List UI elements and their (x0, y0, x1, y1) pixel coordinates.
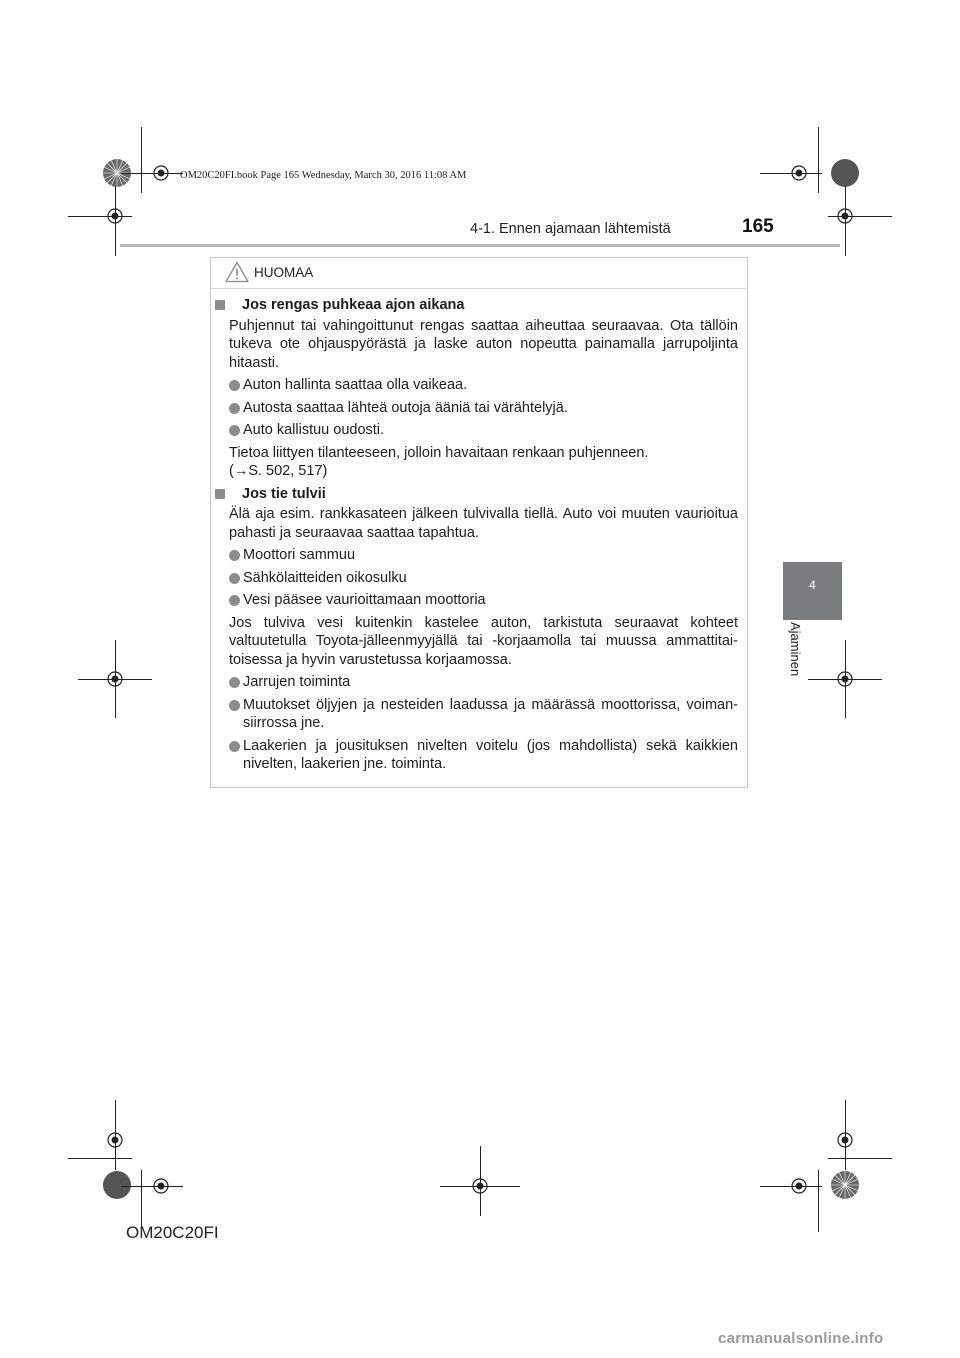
circle-bullet-icon (229, 425, 240, 436)
circle-bullet-icon (229, 700, 240, 711)
chapter-label (783, 622, 805, 712)
chapter-tab: 4 (783, 562, 842, 620)
section-heading: Jos rengas puhkeaa ajon aikana (211, 296, 747, 315)
square-bullet-icon (215, 300, 225, 310)
paragraph: Jos tulviva vesi kuitenkin kastelee auton, tarkistuta seuraavat kohteet valtuutetulla Toyota-jälleenmyyjällä tai -korjaamolla tai muussa ammattitaitoisessa ja hyvin varustetussa korjaamossa. (229, 614, 738, 668)
registration-starburst-icon (830, 1170, 860, 1200)
watermark: carmanualsonline.info (718, 1330, 884, 1347)
section-title: 4-1. Ennen ajamaan lähtemistä (470, 221, 671, 237)
circle-bullet-icon (229, 403, 240, 414)
notice-content (211, 296, 747, 778)
list-item: Muutokset öljyjen ja nesteiden laadussa ja määrässä moottorissa, voimansiirrossa jne. (211, 696, 747, 733)
list-item: Vesi pääsee vaurioittamaan moottoria (211, 591, 747, 610)
circle-bullet-icon (229, 595, 240, 606)
circle-bullet-icon (229, 741, 240, 752)
header-rule (120, 244, 840, 247)
chapter-label-text: Ajaminen (788, 622, 803, 677)
section-heading: Jos tie tulvii (211, 485, 747, 504)
list-item: Auton hallinta saattaa olla vaikeaa. (211, 376, 747, 395)
book-info: OM20C20FI.book Page 165 Wednesday, March 30, 2016 11:08 AM (180, 170, 467, 181)
warning-triangle-icon (225, 261, 249, 283)
circle-bullet-icon (229, 573, 240, 584)
list-item: Sähkölaitteiden oikosulku (211, 569, 747, 588)
list-item: Auto kallistuu oudosti. (211, 421, 747, 440)
footer-code: OM20C20FI (126, 1223, 219, 1242)
page-number: 165 (742, 216, 774, 237)
circle-bullet-icon (229, 677, 240, 688)
notice-title: HUOMAA (254, 265, 314, 280)
circle-bullet-icon (229, 550, 240, 561)
paragraph: Tietoa liittyen tilanteeseen, jolloin havaitaan renkaan puhjenneen. (229, 444, 649, 461)
registration-disc-icon (830, 158, 860, 188)
notice-header (211, 258, 747, 289)
notice-box (210, 257, 748, 788)
paragraph: Älä aja esim. rankkasateen jälkeen tulvivalla tiellä. Auto voi muuten vaurioitua pahasti ja seuraavaa saattaa tapahtua. (229, 506, 738, 541)
circle-bullet-icon (229, 380, 240, 391)
list-item: Moottori sammuu (211, 546, 747, 565)
list-item: Autosta saattaa lähteä outoja ääniä tai värähtelyjä. (211, 399, 747, 418)
list-item: Laakerien ja jousituksen nivelten voitelu (jos mahdollista) sekä kaikkien nivelten, laakerien jne. toiminta. (211, 737, 747, 774)
page-reference: (→S. 502, 517) (229, 463, 328, 479)
registration-disc-icon (102, 1170, 132, 1200)
list-item: Jarrujen toiminta (211, 673, 747, 692)
paragraph: Puhjennut tai vahingoittunut rengas saattaa aiheuttaa seuraavaa. Ota tällöin tukeva ote ohjauspyörästä ja laske auton nopeutta painamalla jarrupoljinta hitaasti. (229, 317, 738, 371)
square-bullet-icon (215, 489, 225, 499)
